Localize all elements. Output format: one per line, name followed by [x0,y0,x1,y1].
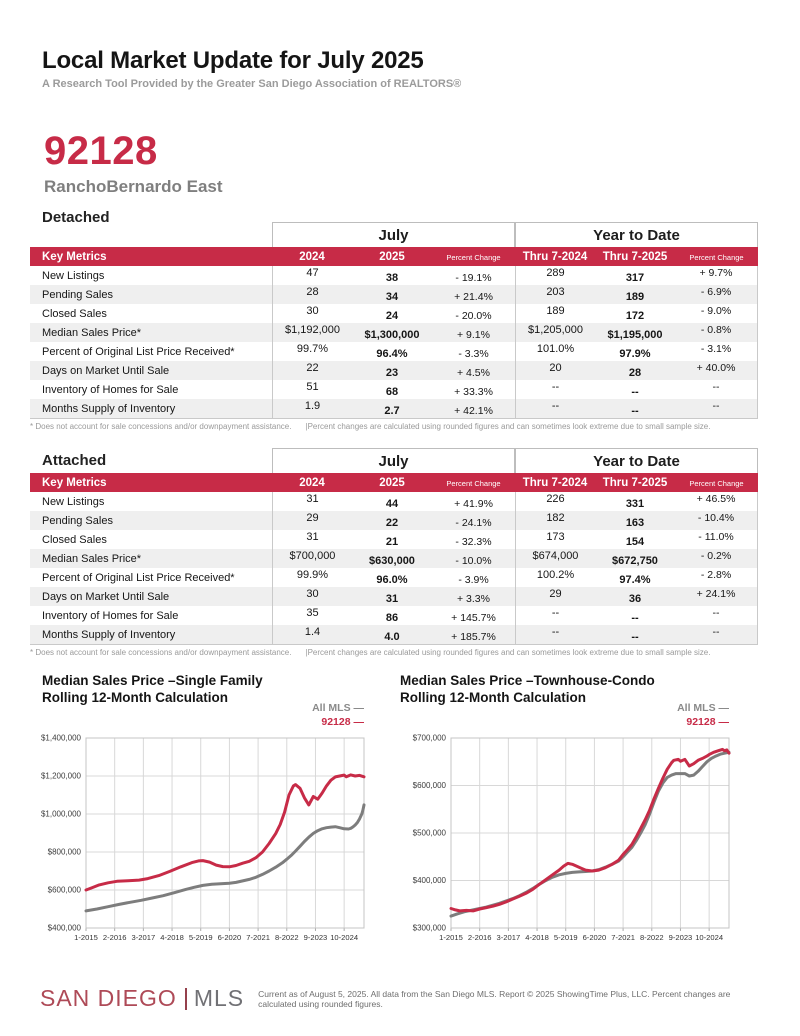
value-ytd-curr: -- [631,631,639,643]
value-jul-pct: - 19.1% [455,272,492,284]
svg-text:$400,000: $400,000 [412,876,446,886]
metric-label: Inventory of Homes for Sale [42,609,179,622]
value-jul-pct: - 3.9% [458,574,489,586]
svg-text:1-2015: 1-2015 [74,933,98,942]
svg-text:$1,200,000: $1,200,000 [40,771,81,781]
table-row [30,304,758,323]
svg-text:2-2016: 2-2016 [102,933,127,942]
chart-townhouse-condo [393,672,745,957]
value-jul-curr: $1,300,000 [364,329,420,341]
value-ytd-curr: 154 [625,536,645,548]
svg-text:1-2015: 1-2015 [439,933,463,942]
metric-label: Pending Sales [42,514,113,527]
table-row [30,342,758,361]
value-jul-prev: 99.9% [272,568,352,587]
svg-text:9-2023: 9-2023 [668,933,693,942]
table-row [30,549,758,568]
col-jul-prev: 2024 [299,476,325,489]
table-row [30,530,758,549]
value-ytd-prev: 189 [515,304,595,323]
value-ytd-pct: - 2.8% [675,568,758,587]
svg-text:$500,000: $500,000 [412,828,446,838]
value-jul-prev: 35 [272,606,352,625]
svg-text:3-2017: 3-2017 [496,933,521,942]
value-ytd-pct: + 40.0% [675,361,758,380]
value-ytd-pct: - 9.0% [675,304,758,323]
svg-text:$600,000: $600,000 [412,781,446,791]
footer-disclaimer: Current as of August 5, 2025. All data from the San Diego MLS. Report © 2025 ShowingTime Plus, LLC. Percent changes are calculated using rounded figures. [258,988,731,1009]
chart-legend [312,701,364,729]
value-jul-prev: $1,192,000 [272,323,352,342]
svg-text:2-2016: 2-2016 [467,933,492,942]
value-ytd-curr: -- [631,405,639,417]
metric-label: Closed Sales [42,307,107,320]
value-ytd-pct: -- [675,625,758,644]
value-ytd-prev: 29 [515,587,595,606]
table-row [30,492,758,511]
zip-block [44,130,223,197]
col-ytd-curr: Thru 7-2025 [602,476,668,489]
value-ytd-pct: - 0.2% [675,549,758,568]
value-jul-curr: 34 [385,291,399,303]
col-jul-pct: Percent Change [446,479,501,488]
value-ytd-prev: 101.0% [515,342,595,361]
table-row [30,323,758,342]
value-ytd-pct: + 24.1% [675,587,758,606]
value-ytd-pct: - 6.9% [675,285,758,304]
value-jul-curr: 31 [385,593,399,605]
chart-title: Median Sales Price –Townhouse-Condo Rolling 12-Month Calculation [400,673,655,705]
value-ytd-curr: -- [631,386,639,398]
value-ytd-curr: 331 [625,498,645,510]
value-jul-curr: 23 [385,367,399,379]
col-ytd-curr: Thru 7-2025 [602,250,668,263]
value-jul-curr: 96.4% [376,348,408,360]
value-jul-pct: - 32.3% [455,536,492,548]
value-ytd-prev: 226 [515,492,595,511]
svg-text:6-2020: 6-2020 [217,933,242,942]
value-jul-pct: + 41.9% [454,498,493,510]
value-ytd-prev: 182 [515,511,595,530]
footnote-percent: |Percent changes are calculated using rounded figures and can sometimes look extreme due to small sample size. [305,648,711,657]
legend-all-mls: All MLS — [312,702,364,714]
value-jul-curr: 96.0% [376,574,408,586]
col-jul-prev: 2024 [299,250,325,263]
chart-legend [677,701,729,729]
svg-text:$1,400,000: $1,400,000 [40,733,81,743]
section-label-attached: Attached [42,452,107,469]
legend-92128: 92128 — [321,716,364,728]
value-jul-pct: + 33.3% [454,386,493,398]
value-ytd-prev: -- [515,606,595,625]
value-ytd-curr: 28 [628,367,642,379]
svg-text:7-2021: 7-2021 [246,933,270,942]
page-subtitle: A Research Tool Provided by the Greater San Diego Association of REALTORS® [42,78,462,90]
value-ytd-curr: -- [631,612,639,624]
value-ytd-pct: -- [675,606,758,625]
col-ytd-pct: Percent Change [689,479,744,488]
column-header-row [30,247,758,266]
value-jul-pct: - 24.1% [455,517,492,529]
value-jul-curr: 4.0 [384,631,400,643]
svg-text:5-2019: 5-2019 [553,933,578,942]
value-jul-prev: 99.7% [272,342,352,361]
value-jul-prev: 22 [272,361,352,380]
value-ytd-pct: + 46.5% [675,492,758,511]
svg-text:$700,000: $700,000 [412,733,446,743]
chart-single-family [28,672,380,957]
metric-label: Percent of Original List Price Received* [42,345,235,358]
value-ytd-curr: $672,750 [612,555,658,567]
value-ytd-pct: - 0.8% [675,323,758,342]
value-jul-pct: - 3.3% [458,348,489,360]
metric-label: Days on Market Until Sale [42,590,170,603]
value-ytd-curr: 97.4% [619,574,651,586]
value-jul-curr: 22 [385,517,399,529]
report-header [42,48,461,90]
col-jul-curr: 2025 [379,476,405,489]
table-row [30,511,758,530]
value-jul-curr: 24 [385,310,399,322]
area-name: RanchoBernardo East [44,177,223,196]
footnote-percent: |Percent changes are calculated using rounded figures and can sometimes look extreme due to small sample size. [305,422,711,431]
value-jul-pct: + 42.1% [454,405,493,417]
svg-text:$1,000,000: $1,000,000 [40,809,81,819]
group-header-row [30,448,758,473]
san-diego-mls-logo [40,985,244,1012]
section-label-detached: Detached [42,209,110,226]
svg-text:7-2021: 7-2021 [611,933,635,942]
table-body [30,492,758,645]
group-header-row [30,209,758,247]
value-jul-prev: 1.4 [272,625,352,644]
metric-label: Percent of Original List Price Received* [42,571,235,584]
svg-text:4-2018: 4-2018 [525,933,549,942]
value-ytd-curr: 97.9% [619,348,651,360]
page-footer [40,985,770,1012]
table-row [30,361,758,380]
table-row [30,285,758,304]
value-ytd-prev: 20 [515,361,595,380]
value-ytd-pct: - 3.1% [675,342,758,361]
group-header-july: July [272,222,515,247]
table-row [30,625,758,644]
svg-text:$600,000: $600,000 [47,885,81,895]
value-ytd-pct: -- [675,399,758,418]
svg-text:$300,000: $300,000 [412,923,446,933]
value-jul-pct: + 3.3% [457,593,490,605]
value-ytd-pct: + 9.7% [675,266,758,285]
value-jul-prev: 30 [272,304,352,323]
value-jul-pct: + 4.5% [457,367,490,379]
metric-label: Closed Sales [42,533,107,546]
metrics-table-attached [30,448,758,657]
col-key-metrics: Key Metrics [42,476,107,489]
svg-text:4-2018: 4-2018 [160,933,184,942]
logo-divider [185,988,187,1010]
metric-label: Median Sales Price* [42,326,142,339]
table-row [30,399,758,418]
value-ytd-curr: 317 [625,272,645,284]
column-header-row [30,473,758,492]
value-jul-pct: - 10.0% [455,555,492,567]
table-row [30,587,758,606]
value-jul-curr: 21 [385,536,399,548]
value-ytd-curr: 172 [625,310,645,322]
value-ytd-prev: 289 [515,266,595,285]
legend-92128: 92128 — [686,716,729,728]
footnote-asterisk: * Does not account for sale concessions and/or downpayment assistance. [30,422,292,431]
svg-text:5-2019: 5-2019 [188,933,213,942]
legend-all-mls: All MLS — [677,702,729,714]
table-footnote [30,648,758,657]
chart-title: Median Sales Price –Single Family Rolling 12-Month Calculation [42,673,263,705]
svg-text:10-2024: 10-2024 [695,933,724,942]
svg-text:9-2023: 9-2023 [303,933,328,942]
table-row [30,266,758,285]
group-header-july: July [272,448,515,473]
value-jul-prev: 31 [272,530,352,549]
value-ytd-curr: 189 [625,291,645,303]
value-ytd-pct: - 10.4% [675,511,758,530]
col-ytd-prev: Thru 7-2024 [522,250,588,263]
value-jul-prev: 47 [272,266,352,285]
table-row [30,380,758,399]
value-ytd-prev: -- [515,625,595,644]
value-ytd-curr: $1,195,000 [607,329,663,341]
col-key-metrics: Key Metrics [42,250,107,263]
footnote-asterisk: * Does not account for sale concessions and/or downpayment assistance. [30,648,292,657]
col-jul-curr: 2025 [379,250,405,263]
svg-text:8-2022: 8-2022 [274,933,299,942]
metric-label: Pending Sales [42,288,113,301]
value-jul-curr: 38 [385,272,399,284]
value-jul-prev: 29 [272,511,352,530]
value-ytd-curr: 36 [628,593,642,605]
value-jul-pct: + 21.4% [454,291,493,303]
svg-text:10-2024: 10-2024 [330,933,359,942]
value-ytd-prev: 173 [515,530,595,549]
logo-san-diego: SAN DIEGO [40,985,177,1011]
metric-label: New Listings [42,269,105,282]
metric-label: New Listings [42,495,105,508]
svg-text:$800,000: $800,000 [47,847,81,857]
metric-label: Months Supply of Inventory [42,628,176,641]
metrics-table-detached [30,209,758,431]
logo-mls: MLS [193,985,245,1011]
value-ytd-prev: 203 [515,285,595,304]
value-jul-prev: 31 [272,492,352,511]
group-header-ytd: Year to Date [515,222,758,247]
line-chart-single-family [28,730,380,944]
col-ytd-prev: Thru 7-2024 [522,476,588,489]
value-jul-prev: 1.9 [272,399,352,418]
metric-label: Months Supply of Inventory [42,402,176,415]
value-jul-curr: 68 [385,386,399,398]
value-jul-pct: + 9.1% [457,329,490,341]
value-jul-prev: $700,000 [272,549,352,568]
value-jul-pct: + 145.7% [451,612,496,624]
col-jul-pct: Percent Change [446,253,501,262]
value-ytd-pct: -- [675,380,758,399]
value-jul-pct: + 185.7% [451,631,496,643]
group-header-ytd: Year to Date [515,448,758,473]
col-ytd-pct: Percent Change [689,253,744,262]
svg-text:3-2017: 3-2017 [131,933,156,942]
svg-text:6-2020: 6-2020 [582,933,607,942]
value-jul-prev: 30 [272,587,352,606]
value-jul-curr: 2.7 [384,405,400,417]
value-jul-prev: 28 [272,285,352,304]
value-ytd-prev: -- [515,380,595,399]
value-ytd-prev: $1,205,000 [515,323,595,342]
metric-label: Inventory of Homes for Sale [42,383,179,396]
value-jul-pct: - 20.0% [455,310,492,322]
zip-code: 92128 [44,129,158,173]
value-jul-curr: $630,000 [369,555,415,567]
metric-label: Median Sales Price* [42,552,142,565]
value-ytd-curr: 163 [625,517,645,529]
metric-label: Days on Market Until Sale [42,364,170,377]
svg-text:$400,000: $400,000 [47,923,81,933]
value-jul-curr: 86 [385,612,399,624]
table-footnote [30,422,758,431]
value-ytd-prev: 100.2% [515,568,595,587]
value-jul-curr: 44 [385,498,399,510]
page-title: Local Market Update for July 2025 [42,47,424,74]
table-row [30,606,758,625]
value-ytd-prev: $674,000 [515,549,595,568]
svg-text:8-2022: 8-2022 [639,933,664,942]
table-body [30,266,758,419]
value-ytd-pct: - 11.0% [675,530,758,549]
value-jul-prev: 51 [272,380,352,399]
line-chart-townhouse-condo [393,730,745,944]
table-row [30,568,758,587]
value-ytd-prev: -- [515,399,595,418]
